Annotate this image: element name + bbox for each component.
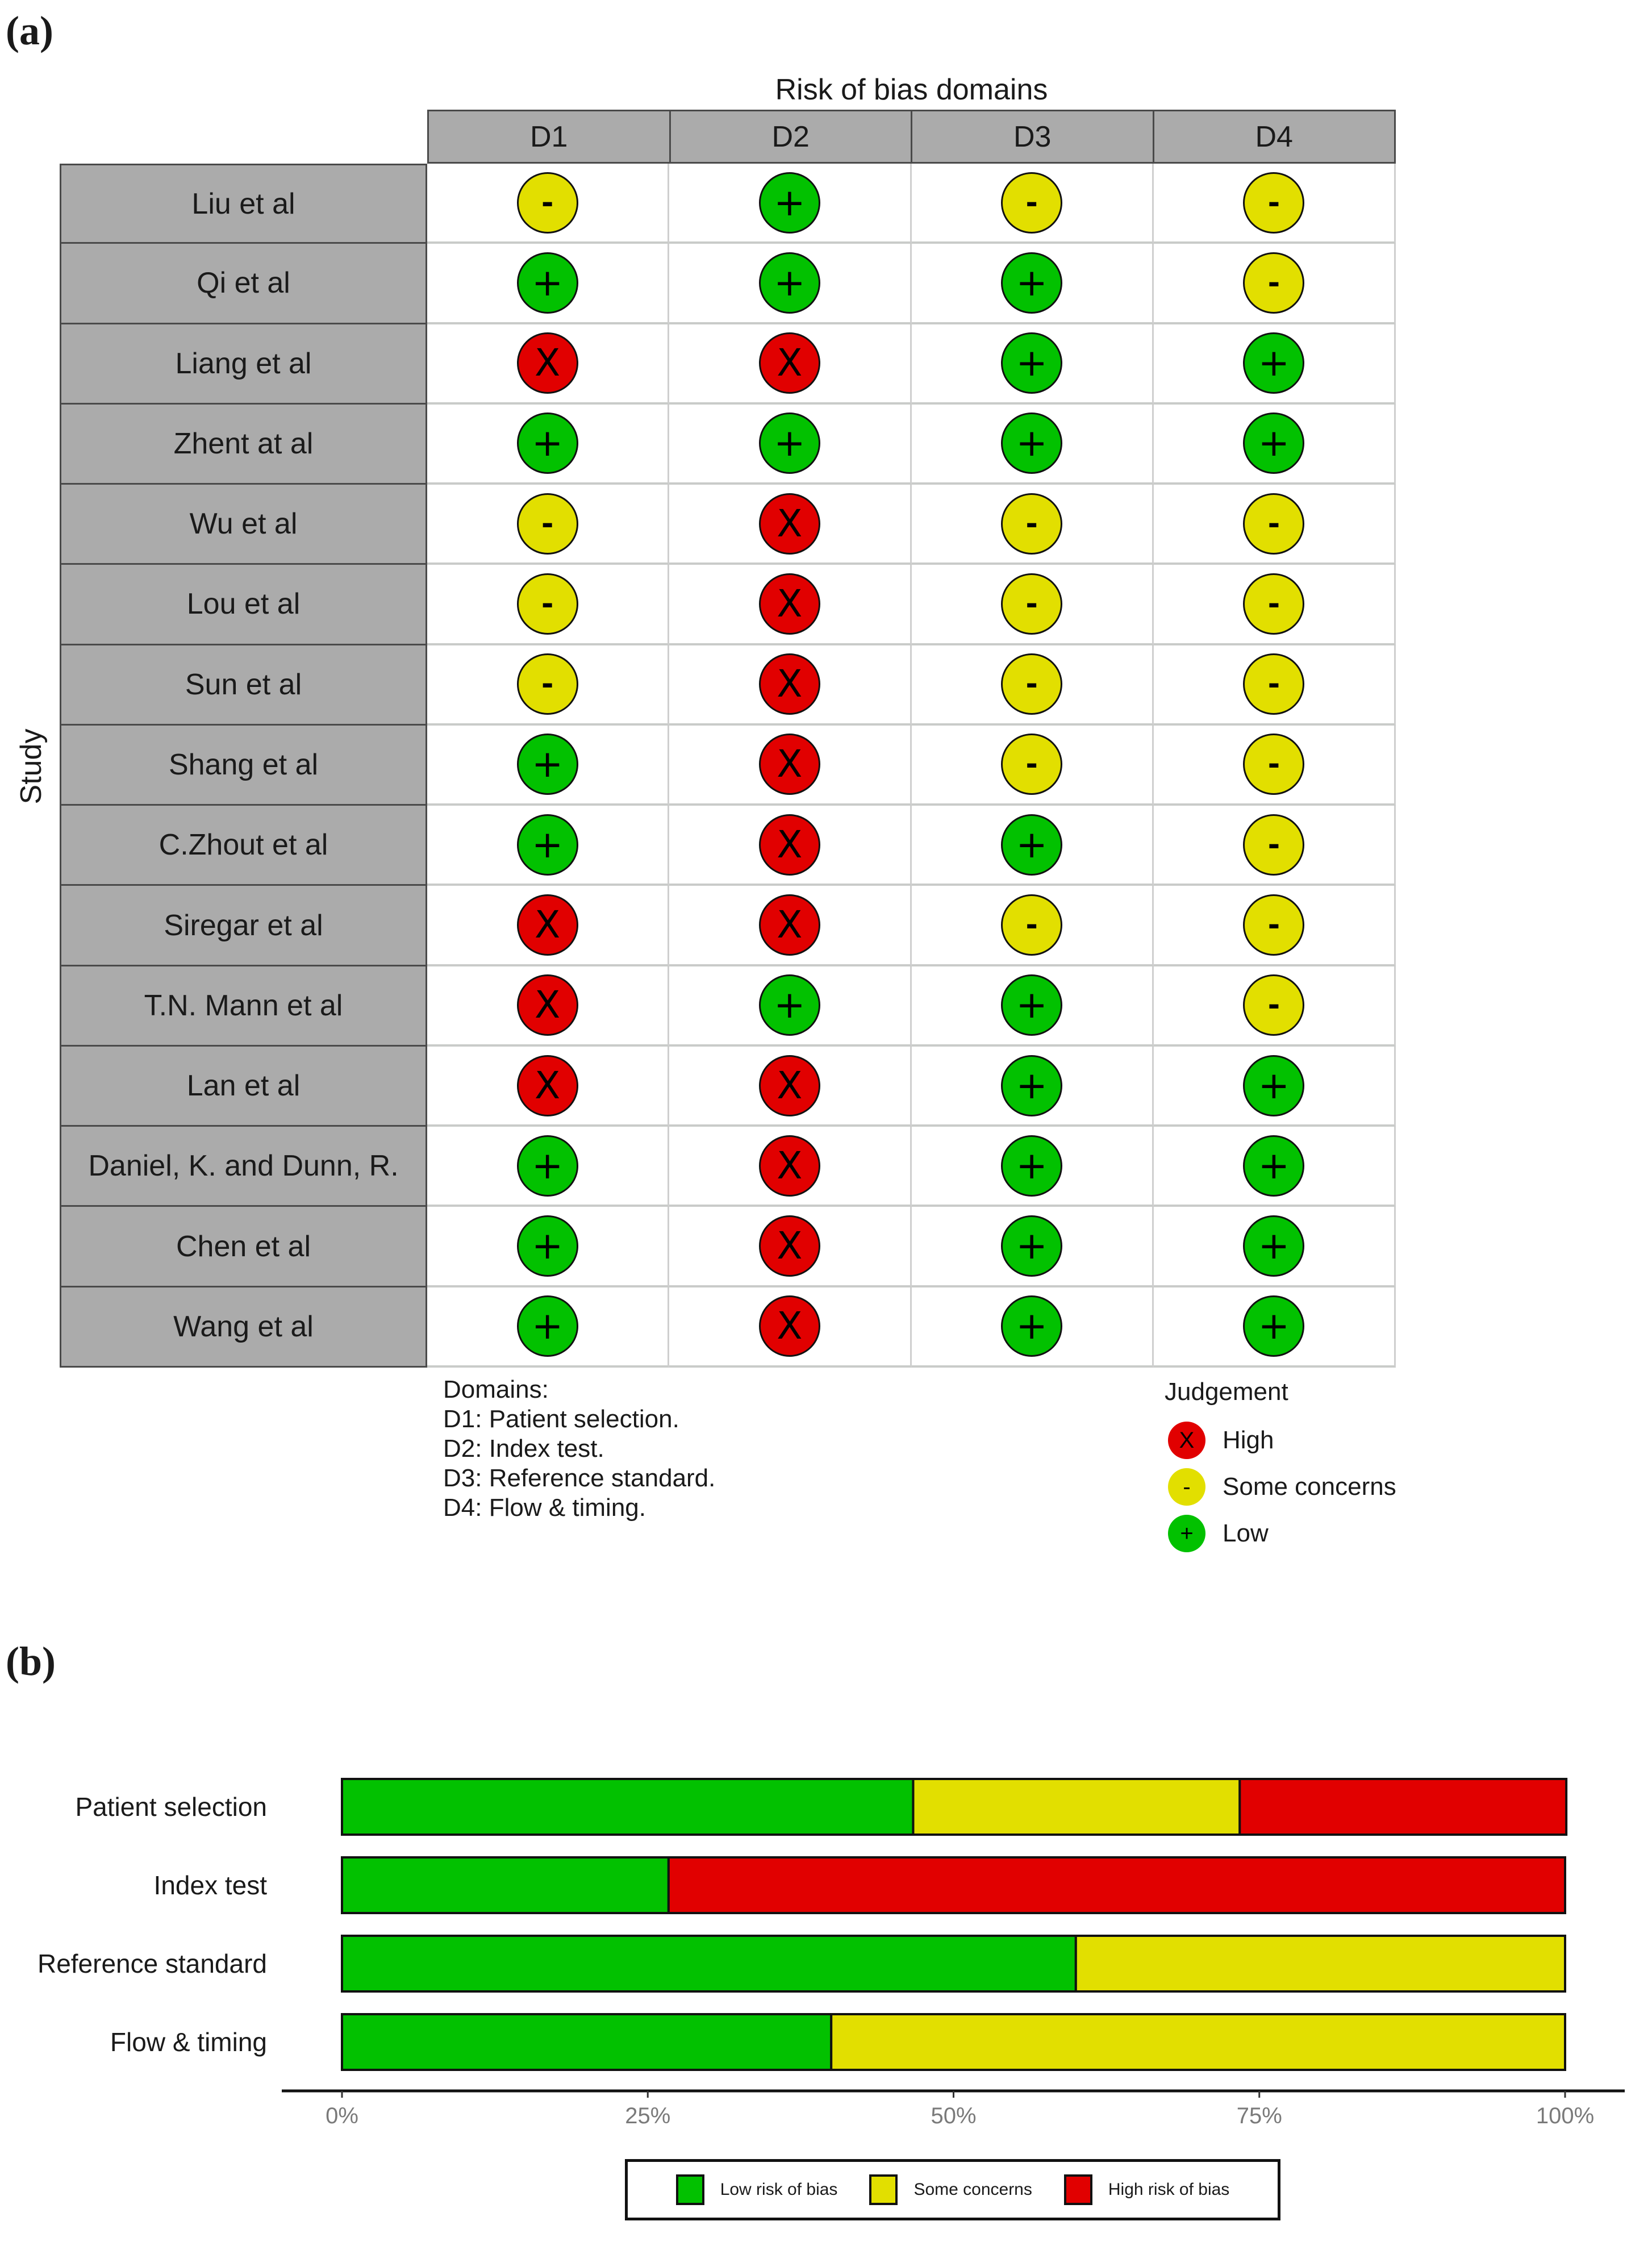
study-row <box>60 726 1396 806</box>
judgement-high-dot <box>759 894 820 956</box>
plus-icon: + <box>531 1224 564 1268</box>
study-row <box>60 405 1396 485</box>
judgement-legend-item-some <box>1165 1464 1396 1510</box>
judgement-some-dot <box>1001 493 1062 555</box>
plus-icon: + <box>1258 1143 1290 1187</box>
bar-segment-high <box>1240 1779 1566 1835</box>
judgement-cell-d4 <box>1154 164 1396 244</box>
judgement-cell-d4 <box>1154 324 1396 405</box>
judgement-low-dot <box>517 1135 578 1197</box>
bar-segment-some <box>831 2014 1565 2070</box>
x-mark-icon: X <box>535 983 561 1027</box>
plus-icon: + <box>1258 1224 1290 1268</box>
study-label: Sun et al <box>60 645 427 726</box>
x-mark-icon: X <box>777 742 803 786</box>
judgement-high-dot <box>517 332 578 394</box>
minus-icon: - <box>1025 908 1038 943</box>
plus-icon: + <box>531 1304 564 1348</box>
study-label: Daniel, K. and Dunn, R. <box>60 1127 427 1207</box>
plus-icon: + <box>1016 1304 1048 1348</box>
judgement-cell-d2 <box>669 645 911 726</box>
study-row <box>60 565 1396 645</box>
judgement-legend-label: Low <box>1223 1519 1269 1547</box>
judgement-low-dot <box>1001 974 1062 1036</box>
plus-icon: + <box>1016 421 1048 465</box>
x-mark-icon: X <box>777 903 803 947</box>
judgement-low-dot <box>1001 412 1062 474</box>
judgement-low-dot <box>1243 1135 1304 1197</box>
judgement-high-dot <box>517 894 578 956</box>
study-label: Qi et al <box>60 244 427 324</box>
judgement-cell-d4 <box>1154 966 1396 1047</box>
judgement-low-dot <box>517 1215 578 1277</box>
study-row <box>60 485 1396 565</box>
domains-legend-item: D4: Flow & timing. <box>443 1494 646 1522</box>
judgement-high-dot <box>759 1135 820 1197</box>
traffic-light-grid <box>60 164 1396 1368</box>
judgement-high-dot <box>759 653 820 715</box>
judgement-cell-d4 <box>1154 886 1396 966</box>
judgement-cell-d3 <box>912 244 1154 324</box>
minus-icon: - <box>1267 988 1280 1023</box>
judgement-some-dot <box>1001 653 1062 715</box>
bar-segment-high <box>669 1857 1565 1913</box>
summary-bar-chart <box>0 1733 1652 2131</box>
judgement-low-dot <box>1001 814 1062 876</box>
judgement-cell-d3 <box>912 1047 1154 1127</box>
judgement-some-dot <box>1243 814 1304 876</box>
minus-icon: - <box>1025 667 1038 702</box>
study-row <box>60 244 1396 324</box>
plus-icon: + <box>1258 1063 1290 1107</box>
judgement-cell-d2 <box>669 405 911 485</box>
plus-icon: + <box>1258 421 1290 465</box>
judgement-cell-d4 <box>1154 405 1396 485</box>
judgement-cell-d1 <box>427 1287 669 1368</box>
plus-icon: + <box>774 421 806 465</box>
minus-icon: - <box>1267 827 1280 862</box>
judgement-some-dot <box>1243 894 1304 956</box>
judgement-cell-d3 <box>912 645 1154 726</box>
judgement-cell-d2 <box>669 485 911 565</box>
plus-icon: + <box>774 260 806 305</box>
legend-item-low <box>676 2174 838 2205</box>
category-label: Reference standard <box>37 1949 267 1978</box>
plus-icon: + <box>1016 1143 1048 1187</box>
judgement-cell-d1 <box>427 1127 669 1207</box>
domains-legend-item: D3: Reference standard. <box>443 1464 716 1492</box>
judgement-high-dot <box>759 1215 820 1277</box>
plus-icon: + <box>531 742 564 786</box>
minus-icon: - <box>1025 747 1038 782</box>
chart-title: Risk of bias domains <box>775 73 1048 106</box>
judgement-cell-d2 <box>669 1127 911 1207</box>
judgement-cell-d2 <box>669 726 911 806</box>
study-label: T.N. Mann et al <box>60 966 427 1047</box>
judgement-some-dot <box>1243 734 1304 795</box>
study-row <box>60 966 1396 1047</box>
legend-swatch-high <box>1064 2174 1092 2205</box>
study-row <box>60 164 1396 244</box>
judgement-cell-d1 <box>427 966 669 1047</box>
judgement-cell-d2 <box>669 1207 911 1287</box>
judgement-high-dot <box>759 1055 820 1116</box>
judgement-cell-d1 <box>427 1047 669 1127</box>
bar-segment-low <box>342 1779 913 1835</box>
judgement-low-dot <box>517 412 578 474</box>
judgement-low-dot <box>1001 1215 1062 1277</box>
judgement-cell-d4 <box>1154 726 1396 806</box>
judgement-high-dot <box>759 734 820 795</box>
plus-icon: + <box>531 822 564 866</box>
judgement-cell-d4 <box>1154 645 1396 726</box>
legend-item-some <box>869 2174 1032 2205</box>
domains-legend-item: D2: Index test. <box>443 1435 604 1462</box>
plus-icon: + <box>1258 1304 1290 1348</box>
study-label: Wu et al <box>60 485 427 565</box>
judgement-low-dot <box>517 252 578 314</box>
judgement-some-dot <box>517 172 578 234</box>
judgement-low-dot <box>1243 412 1304 474</box>
bar-segment-low <box>342 2014 831 2070</box>
plus-icon: + <box>1016 1063 1048 1107</box>
judgement-low-dot <box>1001 1135 1062 1197</box>
judgement-low-dot <box>1001 252 1062 314</box>
judgement-some-dot <box>1001 172 1062 234</box>
panel-label-a: (a) <box>6 8 53 53</box>
judgement-some-dot <box>1243 493 1304 555</box>
judgement-high-dot <box>517 974 578 1036</box>
judgement-cell-d3 <box>912 405 1154 485</box>
judgement-cell-d3 <box>912 485 1154 565</box>
bar-segment-some <box>913 1779 1240 1835</box>
plus-icon: + <box>1016 260 1048 305</box>
judgement-cell-d3 <box>912 966 1154 1047</box>
y-axis-label: Study <box>15 728 48 805</box>
judgement-low-dot <box>517 734 578 795</box>
judgement-legend-label: High <box>1223 1426 1274 1454</box>
judgement-high-dot <box>759 1295 820 1357</box>
x-mark-icon: X <box>777 1143 803 1187</box>
judgement-some-dot <box>517 493 578 555</box>
study-row <box>60 1127 1396 1207</box>
judgement-some-dot <box>1001 734 1062 795</box>
plus-icon: + <box>774 180 806 224</box>
judgement-cell-d1 <box>427 244 669 324</box>
study-row <box>60 324 1396 405</box>
x-mark-icon: X <box>777 341 803 385</box>
category-labels <box>37 1792 267 2057</box>
plus-icon: + <box>531 260 564 305</box>
study-label: Zhent at al <box>60 405 427 485</box>
study-label: Siregar et al <box>60 886 427 966</box>
judgement-high-dot <box>759 332 820 394</box>
judgement-cell-d3 <box>912 565 1154 645</box>
judgement-low-dot <box>1243 1295 1304 1357</box>
judgement-cell-d4 <box>1154 1127 1396 1207</box>
minus-icon: - <box>1168 1468 1205 1506</box>
x-mark-icon: X <box>535 903 561 947</box>
x-mark-icon: X <box>535 1063 561 1107</box>
judgement-some-dot <box>517 573 578 635</box>
minus-icon: - <box>1025 506 1038 541</box>
judgement-cell-d3 <box>912 1207 1154 1287</box>
minus-icon: - <box>1267 747 1280 782</box>
x-tick-label: 100% <box>1536 2103 1595 2128</box>
judgement-legend-title: Judgement <box>1165 1378 1288 1406</box>
judgement-low-dot <box>517 1295 578 1357</box>
x-tick-label: 0% <box>326 2103 358 2128</box>
judgement-low-dot <box>517 814 578 876</box>
judgement-some-dot <box>1243 573 1304 635</box>
domain-header-d1: D1 <box>427 110 671 164</box>
bars-layer <box>342 1779 1566 2070</box>
study-row <box>60 806 1396 886</box>
judgement-legend <box>1165 1377 1396 1557</box>
judgement-high-dot <box>759 573 820 635</box>
study-row <box>60 645 1396 726</box>
domain-header-row <box>427 110 1396 164</box>
plus-icon: + <box>1258 341 1290 385</box>
plus-icon: + <box>1016 341 1048 385</box>
judgement-some-dot <box>1243 974 1304 1036</box>
judgement-cell-d2 <box>669 966 911 1047</box>
judgement-high-dot <box>759 493 820 555</box>
judgement-low-dot <box>1001 1295 1062 1357</box>
judgement-low-dot <box>1243 1215 1304 1277</box>
category-label: Patient selection <box>75 1792 267 1822</box>
panel-label-b: (b) <box>6 1639 56 1684</box>
domain-header-d4: D4 <box>1154 110 1396 164</box>
study-label: Liu et al <box>60 164 427 244</box>
study-label: Lan et al <box>60 1047 427 1127</box>
judgement-cell-d4 <box>1154 244 1396 324</box>
judgement-cell-d1 <box>427 565 669 645</box>
judgement-cell-d4 <box>1154 565 1396 645</box>
plus-icon: + <box>1016 822 1048 866</box>
judgement-cell-d2 <box>669 324 911 405</box>
study-label: Liang et al <box>60 324 427 405</box>
judgement-low-dot <box>1243 1055 1304 1116</box>
judgement-cell-d1 <box>427 164 669 244</box>
minus-icon: - <box>1025 185 1038 220</box>
minus-icon: - <box>1267 908 1280 943</box>
x-tick-label: 75% <box>1236 2103 1282 2128</box>
judgement-some-dot <box>1243 172 1304 234</box>
judgement-low-dot <box>1001 1055 1062 1116</box>
judgement-low-dot <box>759 974 820 1036</box>
plus-icon: + <box>774 983 806 1027</box>
judgement-some-dot <box>1001 894 1062 956</box>
x-mark-icon: X <box>777 662 803 706</box>
judgement-cell-d4 <box>1154 806 1396 886</box>
judgement-low-dot <box>1001 332 1062 394</box>
judgement-cell-d3 <box>912 886 1154 966</box>
domain-header-d2: D2 <box>671 110 913 164</box>
judgement-low-dot <box>1243 332 1304 394</box>
x-tick-label: 50% <box>931 2103 977 2128</box>
x-mark-icon: X <box>777 1063 803 1107</box>
domains-legend-title: Domains: <box>443 1376 549 1403</box>
judgement-cell-d3 <box>912 806 1154 886</box>
x-tick-label: 25% <box>625 2103 671 2128</box>
minus-icon: - <box>541 667 554 702</box>
judgement-cell-d2 <box>669 806 911 886</box>
minus-icon: - <box>541 185 554 220</box>
study-row <box>60 1287 1396 1368</box>
judgement-legend-label: Some concerns <box>1223 1473 1396 1501</box>
minus-icon: - <box>1267 265 1280 300</box>
judgement-cell-d2 <box>669 1287 911 1368</box>
study-label: Chen et al <box>60 1207 427 1287</box>
bar-segment-low <box>342 1936 1076 1991</box>
judgement-cell-d3 <box>912 726 1154 806</box>
minus-icon: - <box>541 586 554 621</box>
judgement-low-dot <box>759 412 820 474</box>
plus-icon: + <box>531 1143 564 1187</box>
bar-segment-low <box>342 1857 669 1913</box>
judgement-cell-d2 <box>669 244 911 324</box>
legend-item-high <box>1064 2174 1229 2205</box>
minus-icon: - <box>1267 506 1280 541</box>
legend-label: Some concerns <box>913 2180 1032 2199</box>
study-row <box>60 1047 1396 1127</box>
judgement-cell-d4 <box>1154 1287 1396 1368</box>
judgement-cell-d1 <box>427 1207 669 1287</box>
judgement-some-dot <box>1243 252 1304 314</box>
legend-swatch-some <box>869 2174 898 2205</box>
study-row <box>60 886 1396 966</box>
plus-icon: + <box>1168 1515 1205 1552</box>
x-mark-icon: X <box>777 581 803 626</box>
judgement-some-dot <box>517 653 578 715</box>
legend-label: High risk of bias <box>1108 2180 1230 2199</box>
minus-icon: - <box>1267 586 1280 621</box>
x-mark-icon: X <box>777 1224 803 1268</box>
minus-icon: - <box>1267 185 1280 220</box>
minus-icon: - <box>1267 667 1280 702</box>
judgement-some-dot <box>1243 653 1304 715</box>
x-mark-icon: X <box>777 1304 803 1348</box>
category-label: Index test <box>153 1870 267 1900</box>
x-mark-icon: X <box>777 822 803 866</box>
domain-header-d3: D3 <box>912 110 1154 164</box>
judgement-cell-d2 <box>669 886 911 966</box>
judgement-high-dot <box>517 1055 578 1116</box>
judgement-low-dot <box>759 172 820 234</box>
judgement-cell-d4 <box>1154 485 1396 565</box>
category-label: Flow & timing <box>110 2027 267 2057</box>
judgement-cell-d4 <box>1154 1207 1396 1287</box>
study-label: Lou et al <box>60 565 427 645</box>
study-label: Wang et al <box>60 1287 427 1368</box>
plus-icon: + <box>1016 983 1048 1027</box>
summary-legend <box>625 2159 1280 2220</box>
x-mark-icon: X <box>1168 1422 1205 1459</box>
study-label: C.Zhout et al <box>60 806 427 886</box>
judgement-cell-d1 <box>427 645 669 726</box>
judgement-cell-d1 <box>427 405 669 485</box>
study-label: Shang et al <box>60 726 427 806</box>
minus-icon: - <box>1025 586 1038 621</box>
judgement-cell-d3 <box>912 324 1154 405</box>
legend-swatch-low <box>676 2174 704 2205</box>
judgement-cell-d1 <box>427 886 669 966</box>
legend-label: Low risk of bias <box>720 2180 838 2199</box>
judgement-high-dot <box>759 814 820 876</box>
judgement-cell-d1 <box>427 485 669 565</box>
minus-icon: - <box>541 506 554 541</box>
bar-segment-some <box>1076 1936 1565 1991</box>
judgement-cell-d2 <box>669 1047 911 1127</box>
x-mark-icon: X <box>535 341 561 385</box>
plus-icon: + <box>1016 1224 1048 1268</box>
judgement-cell-d3 <box>912 164 1154 244</box>
judgement-cell-d3 <box>912 1127 1154 1207</box>
plus-icon: + <box>531 421 564 465</box>
x-mark-icon: X <box>777 501 803 545</box>
judgement-cell-d4 <box>1154 1047 1396 1127</box>
study-row <box>60 1207 1396 1287</box>
judgement-cell-d2 <box>669 164 911 244</box>
judgement-low-dot <box>759 252 820 314</box>
judgement-cell-d1 <box>427 806 669 886</box>
judgement-cell-d1 <box>427 324 669 405</box>
judgement-legend-item-low <box>1165 1510 1396 1557</box>
judgement-legend-item-high <box>1165 1417 1396 1464</box>
judgement-cell-d3 <box>912 1287 1154 1368</box>
domains-legend-item: D1: Patient selection. <box>443 1405 679 1433</box>
x-axis <box>282 2091 1625 2128</box>
judgement-cell-d2 <box>669 565 911 645</box>
judgement-cell-d1 <box>427 726 669 806</box>
domains-legend <box>443 1375 715 1523</box>
judgement-some-dot <box>1001 573 1062 635</box>
